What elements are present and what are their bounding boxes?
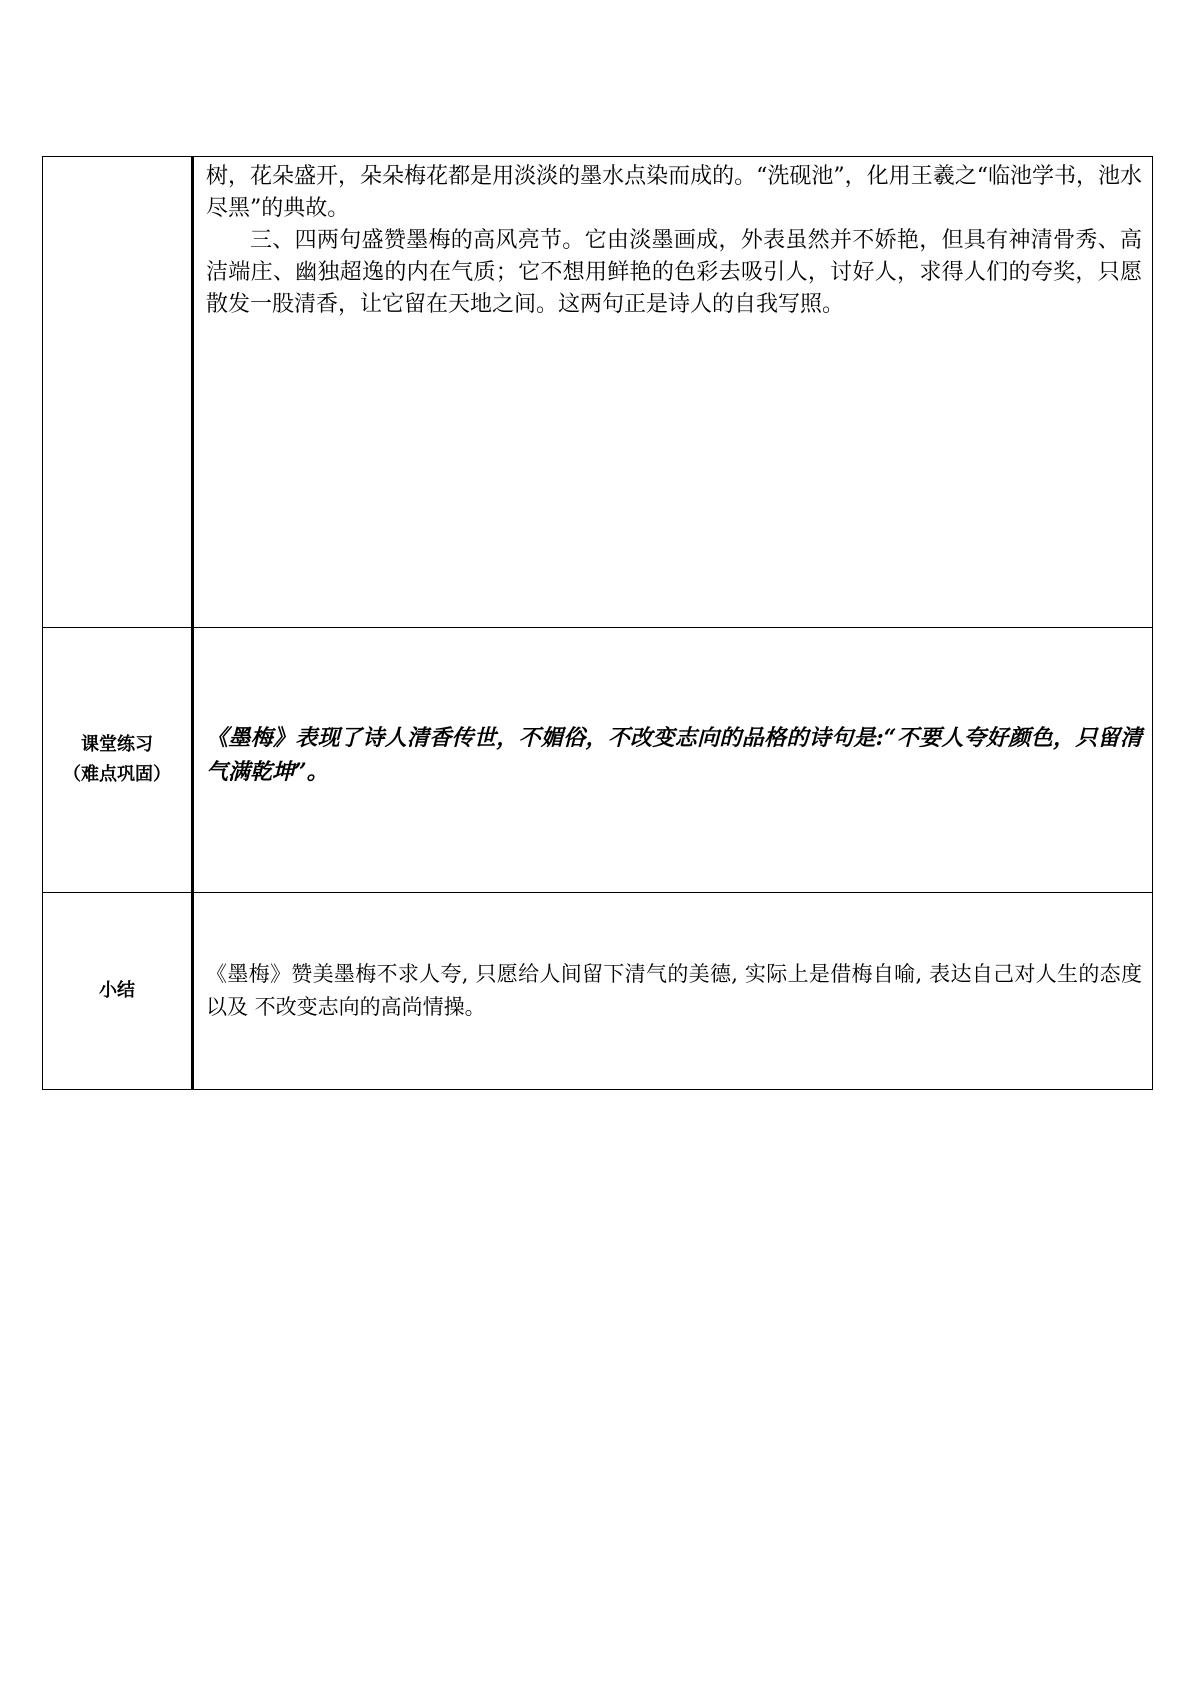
exercise-label: 课堂练习 — [81, 734, 153, 755]
table-row-exercise — [43, 628, 1153, 893]
summary-label: 小结 — [99, 980, 135, 1001]
summary-label-cell — [43, 893, 193, 1090]
analysis-text-block — [194, 157, 1152, 321]
analysis-paragraph: 三、四两句盛赞墨梅的高风亮节。它由淡墨画成，外表虽然并不娇艳，但具有神清骨秀、高洁端庄、幽独超逸的内在气质；它不想用鲜艳的色彩去吸引人，讨好人，求得人们的夸奖，只愿散发一股清香，让它留在天地之间。这两句正是诗人的自我写照。 — [206, 228, 1142, 317]
table-row-analysis — [43, 157, 1153, 628]
summary-content-cell — [193, 893, 1153, 1090]
exercise-sublabel: （难点巩固） — [63, 764, 171, 785]
analysis-content-cell — [193, 157, 1153, 628]
lesson-plan-table — [42, 156, 1153, 1090]
summary-text: 《墨梅》赞美墨梅不求人夸, 只愿给人间留下清气的美德, 实际上是借梅自喻, 表达自己对人生的态度以及 不改变志向的高尚情操。 — [206, 962, 1142, 1019]
table-row-summary — [43, 893, 1153, 1090]
analysis-paragraph: 树，花朵盛开，朵朵梅花都是用淡淡的墨水点染而成的。“洗砚池”，化用王羲之“临池学书，池水尽黑”的典故。 — [206, 164, 1142, 221]
exercise-label-cell — [43, 628, 193, 893]
analysis-label-cell — [43, 157, 193, 628]
exercise-text: 《墨梅》表现了诗人清香传世，不媚俗，不改变志向的品格的诗句是:“不要人夸好颜色，只留清气满乾坤”。 — [206, 725, 1142, 785]
exercise-content-cell — [193, 628, 1153, 893]
